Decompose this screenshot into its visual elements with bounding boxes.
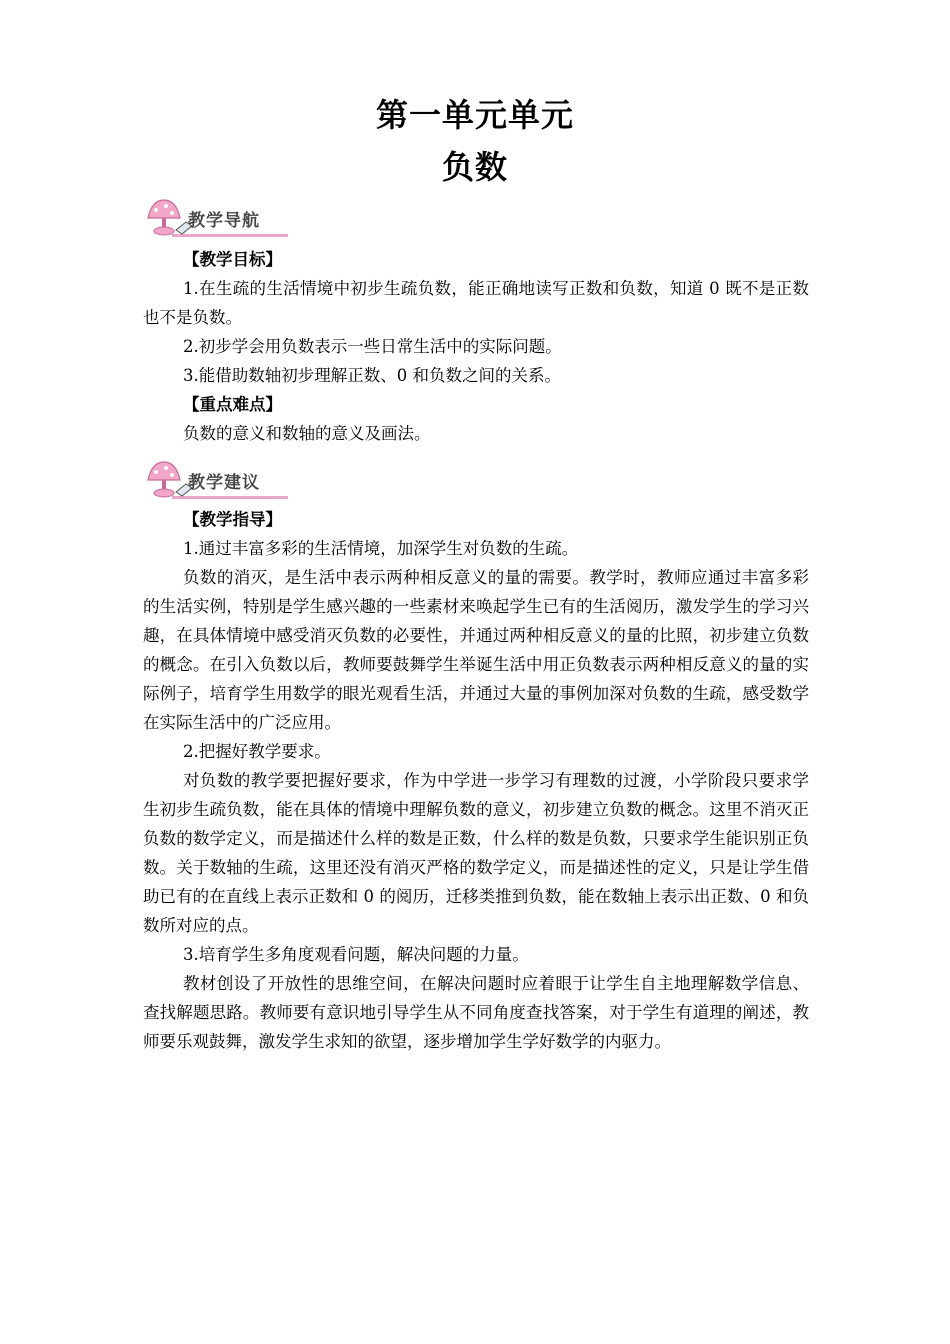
guidance-paragraph: 负数的消灭，是生活中表示两种相反意义的量的需要。教学时，教师应通过丰富多彩的生活实例，特别是学生感兴趣的一些素材来唤起学生已有的生活阅历，激发学生的学习兴趣，在具体情境中感受消灭负数的必要性，并通过两种相反意义的量的比照，初步建立负数的概念。在引入负数以后，教师要鼓舞学生举诞生活中用正负数表示两种相反意义的量的实际例子，培育学生用数学的眼光观看生活，并通过大量的事例加深对负数的生疏，感受数学在实际生活中的广泛应用。 [143,568,809,732]
banner-label: 教学导航 [188,211,260,231]
goal-item: 2.初步学会用负数表示一些日常生活中的实际问题。 [183,337,562,356]
guidance-item: 1.通过丰富多彩的生活情境，加深学生对负数的生疏。 [183,539,579,558]
document-title: 第一单元单元 [375,96,574,134]
guidance-item: 3.培育学生多角度观看问题，解决问题的力量。 [183,945,529,964]
guidance-paragraph: 教材创设了开放性的思维空间，在解决问题时应着眼于让学生自主地理解数学信息、查找解题思路。教师要有意识地引导学生从不同角度查找答案，对于学生有道理的阐述，教师要乐观鼓舞，激发学生求知的欲望，逐步增加学生学好数学的内驱力。 [143,974,809,1051]
section-teaching-suggestions [143,505,809,1056]
guidance-paragraph: 对负数的教学要把握好要求，作为中学进一步学习有理数的过渡，小学阶段只要求学生初步生疏负数，能在具体的情境中理解负数的意义，初步建立负数的概念。这里不消灭正负数的数学定义，而是描述什么样的数是正数，什么样的数是负数，只要求学生能识别正负数。关于数轴的生疏，这里还没有消灭严格的数学定义，而是描述性的定义，只是让学生借助已有的在直线上表示正数和 0 的阅历，迁移类推到负数，能在数轴上表示出正数、0 和负数所对应的点。 [143,771,809,935]
guidance-item: 2.把握好教学要求。 [183,742,331,761]
goal-item: 1.在生疏的生活情境中初步生疏负数，能正确地读写正数和负数，知道 0 既不是正数也不是负数。 [143,279,809,327]
section-teaching-guide [143,245,809,448]
banner-label: 教学建议 [188,473,260,493]
key-points-text: 负数的意义和数轴的意义及画法。 [183,424,431,443]
guidance-heading: 【教学指导】 [183,510,282,529]
goal-heading: 【教学目标】 [183,250,282,269]
document-subtitle: 负数 [441,148,508,186]
key-points-heading: 【重点难点】 [183,395,282,414]
section-banner-teaching-suggestions [142,458,292,504]
goal-item: 3.能借助数轴初步理解正数、0 和负数之间的关系。 [183,366,561,385]
section-banner-teaching-guide [142,196,292,242]
